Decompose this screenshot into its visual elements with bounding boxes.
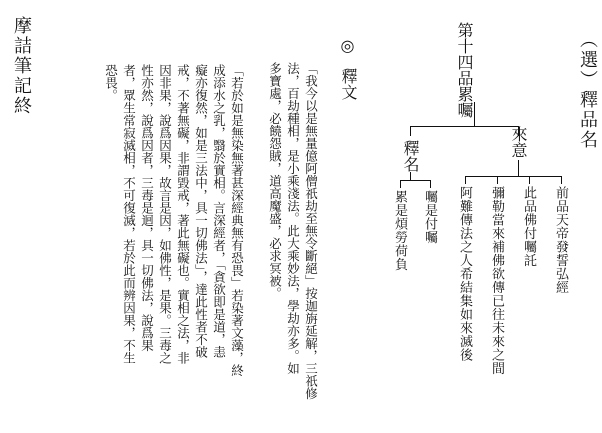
page-header: （選）釋品名 <box>577 30 598 150</box>
chart-line-left-drop <box>410 126 411 136</box>
body-text-column: 成添水之乳，翳於實相。言深經者，「貪欲即是道，恚 <box>211 64 227 358</box>
section-title: 釋文 <box>339 68 358 100</box>
chart-left-leaf: 囑是付囑 <box>422 190 437 244</box>
chart-right-leaf: 阿難傳法之人希結集如來滅後 <box>457 186 472 362</box>
body-text-column: 者，眾生常寂滅相，不可復滅，若於此而辨因果，不生 <box>121 64 137 364</box>
body-text-column: 法，百劫種相，是小乘淺法。此大乘妙法，學劫亦多。如 <box>285 62 301 375</box>
chart-line-right-leaf-4 <box>465 176 466 184</box>
chart-branch-right: 來意 <box>509 126 528 158</box>
section-mark: ◎ <box>338 36 357 55</box>
body-text-column: 恐畏。 <box>103 64 119 102</box>
chart-line-right-stem <box>518 160 519 176</box>
chart-line-left-stem <box>410 172 411 180</box>
chart-line-left-leaf-1 <box>430 180 431 188</box>
chart-right-leaf: 前品天帝發誓弘經 <box>553 186 568 294</box>
chart-heading: 第十四品累囑 <box>455 22 474 118</box>
chart-line-top-bar <box>410 126 518 127</box>
body-text-column: 性亦然，說爲因者，三毒是迴，具一切佛法，說爲果 <box>139 64 155 352</box>
chart-line-right-leaf-2 <box>529 176 530 184</box>
body-text-column: 「若於如是無染無著甚深經典無有恐畏」若染著文藻，終 <box>229 64 245 377</box>
chart-right-leaf: 此品佛付囑託 <box>521 186 536 267</box>
chart-line-right-leaf-3 <box>497 176 498 184</box>
body-text-column: 「我今以是無量億阿僧祇劫至無令斷絕」按迦旃延解，三祇修 <box>303 62 319 400</box>
body-text-column: 戒，不著無礙，非謂毀戒，著此無礙也。實相之法，非 <box>175 64 191 364</box>
chart-line-right-leaf-1 <box>561 176 562 184</box>
chart-branch-left: 釋名 <box>401 140 420 172</box>
closing-note: 摩詰筆記終 <box>11 16 32 116</box>
body-text-column: 因非果，說爲因果，故言是因，如佛性，是果。三毒之 <box>157 64 173 364</box>
chart-line-left-leaf-2 <box>400 180 401 188</box>
chart-line-left-bar <box>400 180 431 181</box>
chart-line-right-bar <box>465 176 562 177</box>
chart-line-stem <box>474 102 475 126</box>
chart-left-leaf: 累是煩勞荷負 <box>392 190 407 271</box>
chart-right-leaf: 彌勒當來補佛欲傳已往未來之間 <box>489 186 504 375</box>
body-text-column: 癡亦復然，如是三法中，具一切佛法」，達此性者不破 <box>193 64 209 358</box>
body-text-column: 多寶處，必饒怨賊，道高魔盛，必求冥被。 <box>267 62 283 300</box>
